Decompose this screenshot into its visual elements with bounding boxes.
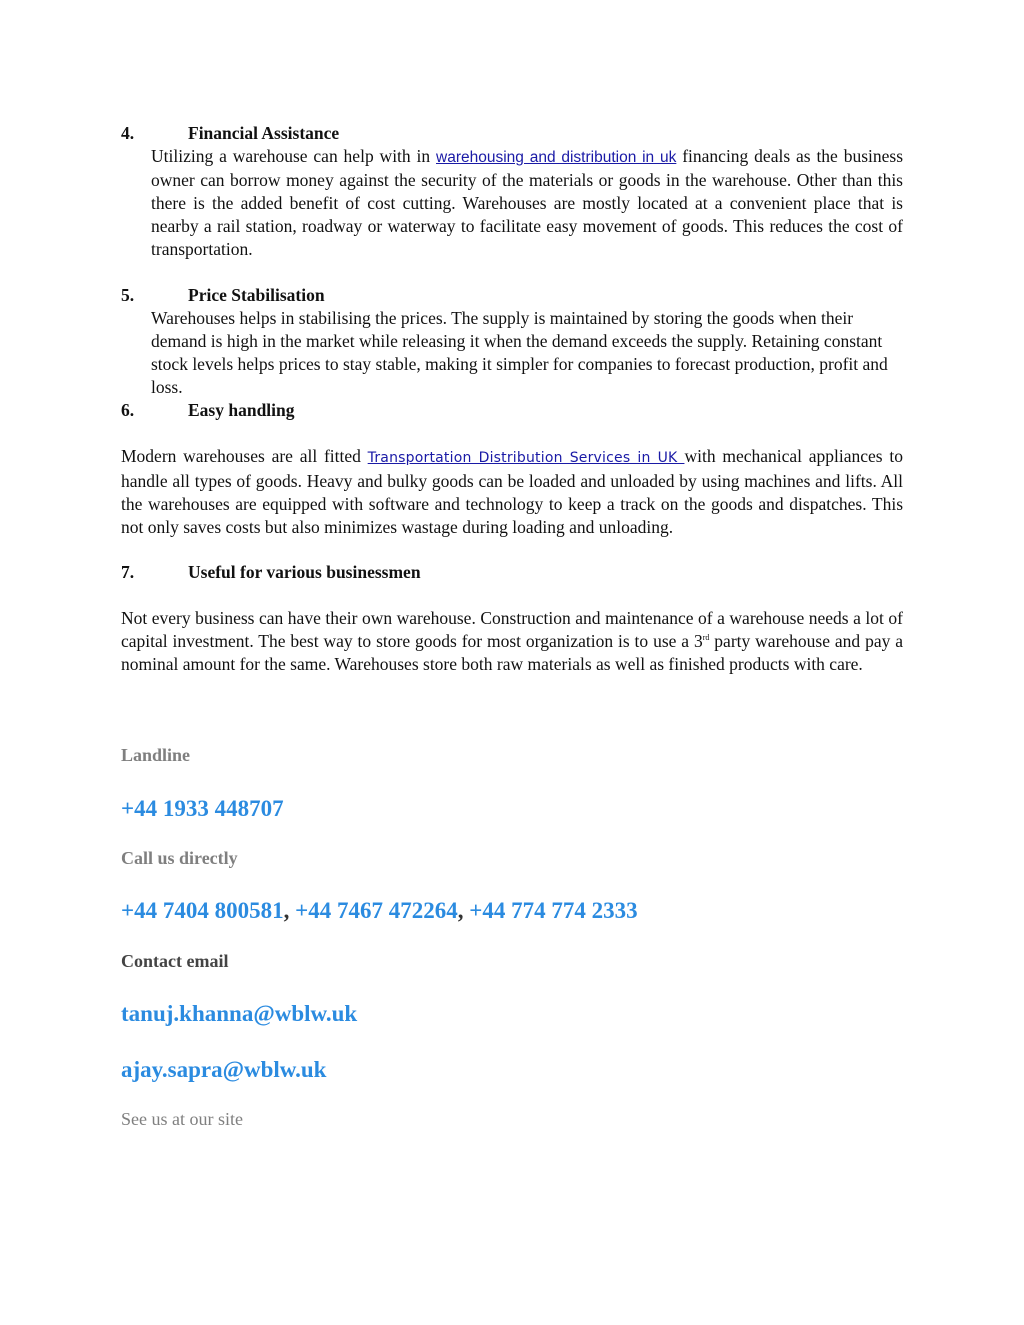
- body-text: with mechanical appliances to handle all types of goods. Heavy and bulky goods can be loaded and unloaded by using machines and lifts. All the warehouses are equipped with software and technology to keep a track on the goods and dispatches. This not only saves costs but also minimizes wastage during loading and unloading.: [121, 446, 903, 537]
- body-text: Not every business can have their own warehouse. Construction and maintenance of a warehouse needs a lot of capital investment. The best way to store goods for most organization is to use a 3: [121, 608, 903, 651]
- section-heading-easy-handling: [121, 399, 295, 422]
- body-text: financing deals as the business owner can borrow money against the security of the materials or goods in the warehouse. Other than this there is the added benefit of cost cutting. Warehouses are mostly located at a convenient place that is nearby a rail station, roadway or waterway to facilitate easy movement of goods. This reduces the cost of transportation.: [151, 146, 904, 259]
- site-text: See us at our site: [121, 1109, 243, 1129]
- phone-number[interactable]: +44 774 774 2333: [469, 898, 638, 923]
- section-title: Easy handling: [188, 400, 295, 420]
- superscript: rd: [702, 633, 710, 643]
- phone-separator: ,: [283, 898, 296, 923]
- body-text: Modern warehouses are all fitted: [121, 446, 368, 466]
- phone-number[interactable]: +44 7404 800581: [121, 898, 284, 923]
- body-text: Utilizing a warehouse can help with in: [151, 146, 437, 166]
- email-address[interactable]: ajay.sapra@wblw.uk: [121, 1057, 327, 1082]
- section-body-financial-assistance: [151, 145, 903, 261]
- section-number: 7.: [121, 562, 135, 582]
- phone-separator: ,: [457, 898, 470, 923]
- email-address[interactable]: tanuj.khanna@wblw.uk: [121, 1001, 358, 1026]
- landline-label: Landline: [121, 745, 191, 765]
- transportation-services-link[interactable]: Transportation Distribution Services in UK: [367, 450, 685, 466]
- section-body-useful-for-businessmen: [121, 607, 903, 676]
- contact-email-label: Contact email: [121, 951, 229, 971]
- landline-number[interactable]: +44 1933 448707: [121, 796, 284, 821]
- section-title: Financial Assistance: [188, 123, 340, 143]
- warehousing-link[interactable]: warehousing and distribution in uk: [436, 149, 677, 166]
- body-text: Warehouses helps in stabilising the prices. The supply is maintained by storing the goods when their demand is high in the market while releasing it when the demand exceeds the supply. Retaining constant stock levels helps prices to stay stable, making it simpler for companies to forecast production, profit and loss.: [151, 308, 888, 397]
- section-number: 5.: [121, 285, 135, 305]
- call-directly-label: Call us directly: [121, 848, 238, 868]
- phone-numbers: [121, 898, 638, 924]
- section-heading-price-stabilisation: [121, 284, 325, 307]
- section-title: Useful for various businessmen: [188, 562, 421, 582]
- section-number: 6.: [121, 400, 135, 420]
- section-title: Price Stabilisation: [188, 285, 325, 305]
- section-heading-useful-for-businessmen: [121, 561, 421, 584]
- body-text: party warehouse and pay a nominal amount for the same. Warehouses store both raw materials as well as finished products with care.: [121, 631, 904, 674]
- section-number: 4.: [121, 123, 135, 143]
- section-body-price-stabilisation: [151, 307, 903, 399]
- phone-number[interactable]: +44 7467 472264: [295, 898, 458, 923]
- section-body-easy-handling: [121, 445, 903, 539]
- section-heading-financial-assistance: [121, 122, 339, 145]
